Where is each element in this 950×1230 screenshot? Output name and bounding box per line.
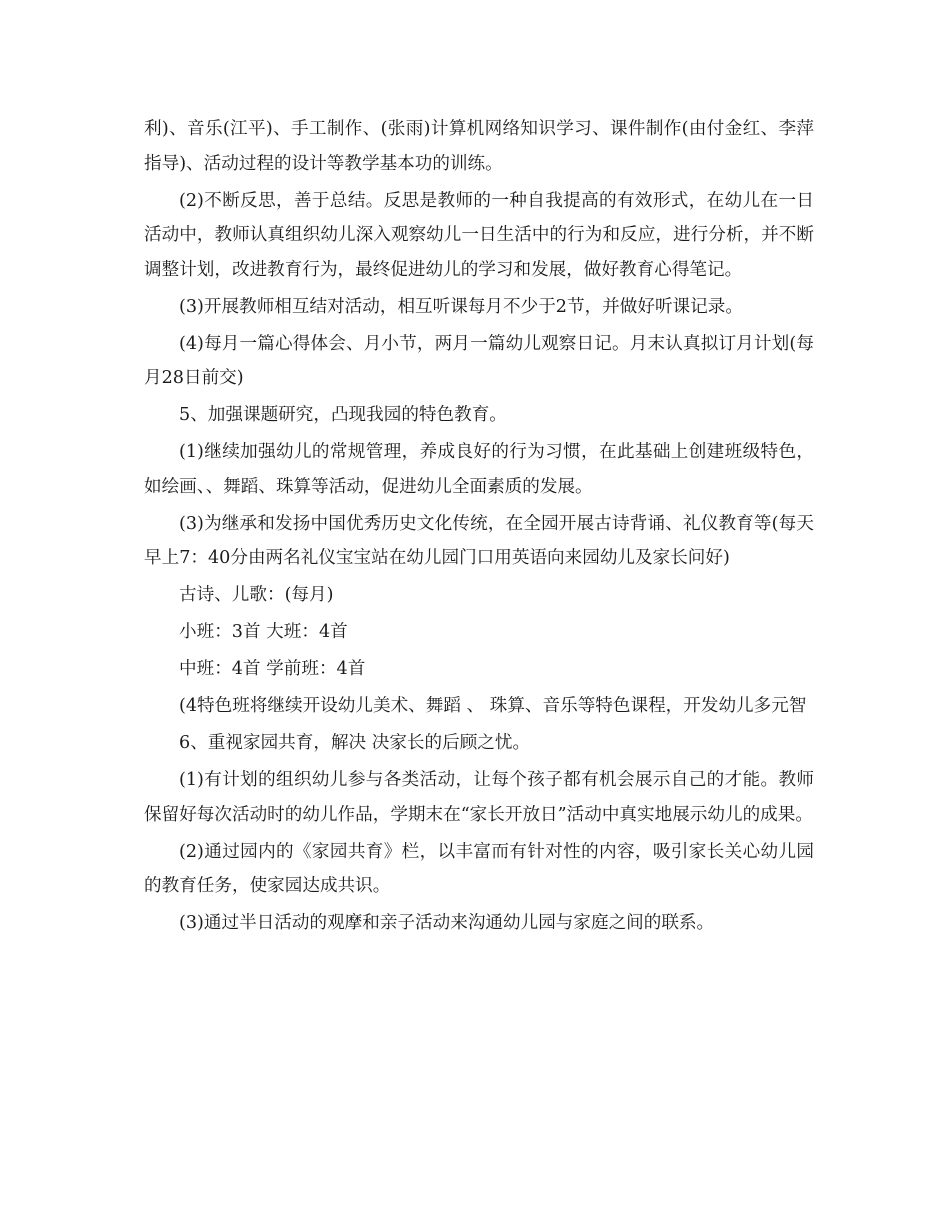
paragraph-7: (3)为继承和发扬中国优秀历史文化传统，在全园开展古诗背诵、礼仪教育等(每天早上7：40分由两名礼仪宝宝站在幼儿园门口用英语向来园幼儿及家长问好) — [144, 513, 814, 568]
document-page — [144, 112, 814, 943]
paragraph-8: 古诗、儿歌：(每月) — [179, 585, 334, 605]
paragraph-15: (3)通过半日活动的观摩和亲子活动来沟通幼儿园与家庭之间的联系。 — [179, 913, 715, 933]
paragraph-2: (2)不断反思，善于总结。反思是教师的一种自我提高的有效形式，在幼儿在一日活动中，教师认真组织幼儿深入观察幼儿一日生活中的行为和反应，进行分析，并不断调整计划，改进教育行为，最终促进幼儿的学习和发展，做好教育心得笔记。 — [144, 190, 814, 280]
paragraph-13: (1)有计划的组织幼儿参与各类活动，让每个孩子都有机会展示自己的才能。教师保留好每次活动时的幼儿作品，学期末在“家长开放日”活动中真实地展示幼儿的成果。 — [144, 770, 814, 825]
paragraph-11: (4特色班将继续开设幼儿美术、舞蹈 、 珠算、音乐等特色课程，开发幼儿多元智 — [179, 696, 807, 716]
paragraph-3: (3)开展教师相互结对活动，相互听课每月不少于2节，并做好听课记录。 — [179, 296, 743, 317]
paragraph-9: 小班：3首 大班：4首 — [179, 622, 348, 642]
paragraph-10: 中班：4首 学前班：4首 — [179, 659, 366, 679]
paragraph-1: 利)、音乐(江平)、手工制作、(张雨)计算机网络知识学习、课件制作(由付金红、李萍指导)、活动过程的设计等教学基本功的训练。 — [144, 119, 814, 174]
paragraph-4: (4)每月一篇心得体会、月小节，两月一篇幼儿观察日记。月末认真拟订月计划(每月28日前交) — [144, 333, 814, 388]
paragraph-14: (2)通过园内的《家园共育》栏，以丰富而有针对性的内容，吸引家长关心幼儿园的教育任务，使家园达成共识。 — [144, 841, 814, 896]
section-heading-6: 6、重视家园共育，解决 决家长的后顾之忧。 — [179, 733, 531, 753]
paragraph-6: (1)继续加强幼儿的常规管理，养成良好的行为习惯，在此基础上创建班级特色，如绘画、、舞蹈、珠算等活动，促进幼儿全面素质的发展。 — [144, 442, 814, 497]
section-heading-5: 5、加强课题研究，凸现我园的特色教育。 — [179, 405, 507, 425]
